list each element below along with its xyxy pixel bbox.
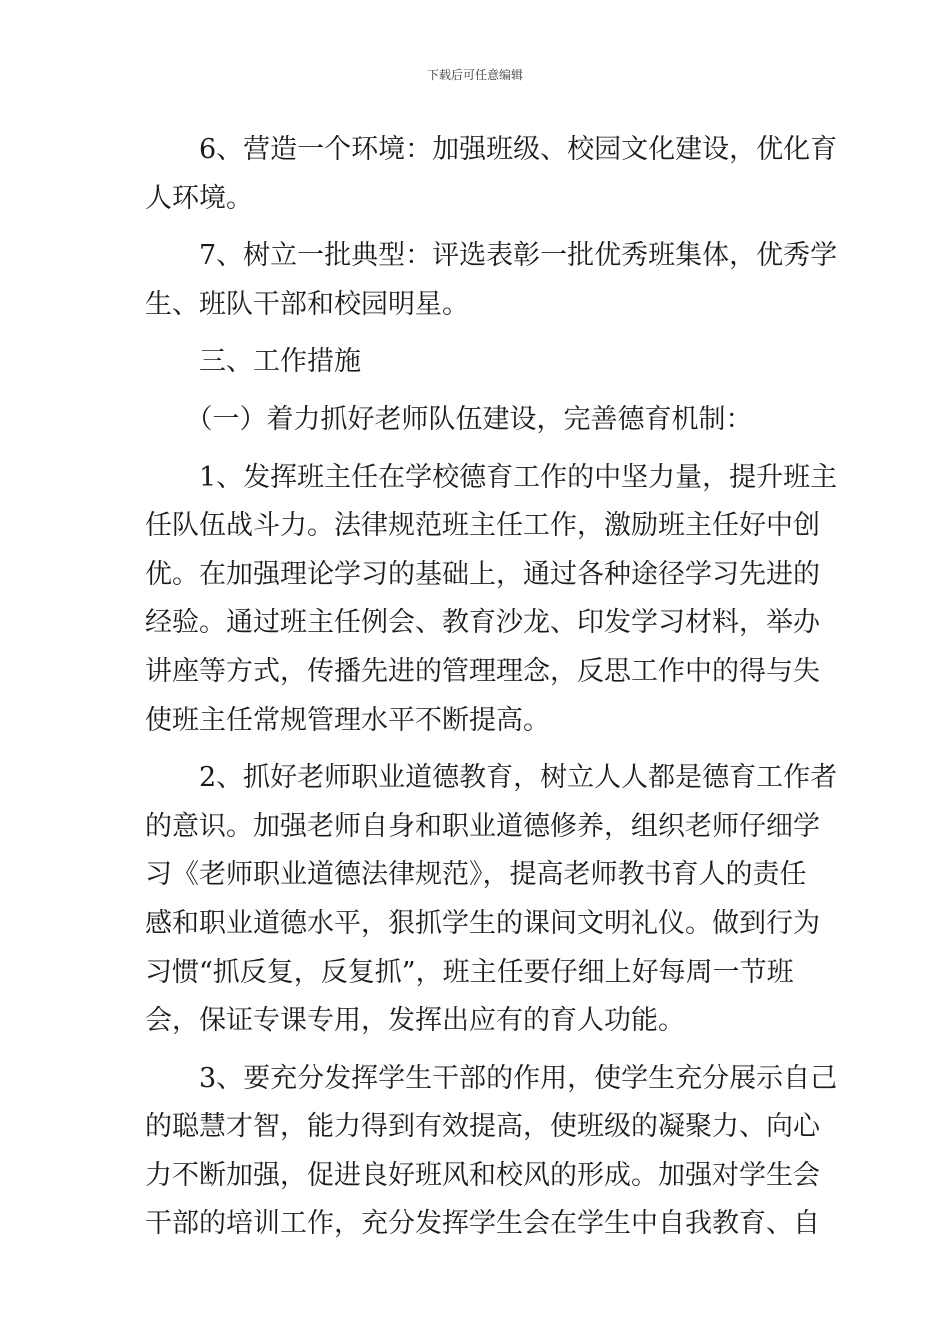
paragraph-gap [145,745,810,754]
paragraph [145,754,838,1046]
text-line: 优。在加强理论学习的基础上，通过各种途径学习先进的 [145,558,820,590]
text-line: 习《老师职业道德法律规范》，提高老师教书育人的责任 [145,859,807,891]
text-line: 1、发挥班主任在学校德育工作的中坚力量，提升班主 [145,461,838,493]
text-line: 讲座等方式，传播先进的管理理念，反思工作中的得与失 [145,655,820,687]
text-line: 经验。通过班主任例会、教育沙龙、印发学习材料，举办 [145,607,820,639]
paragraph [145,454,838,746]
text-line: 生、班队干部和校园明星。 [145,288,469,320]
text-line: 干部的培训工作，充分发挥学生会在学生中自我教育、自 [145,1208,820,1240]
text-line: 三、工作措施 [145,346,361,378]
text-line: 6、营造一个环境：加强班级、校园文化建设，优化育 [145,134,838,165]
paragraph [145,126,838,223]
paragraph-gap [145,1046,810,1055]
text-line: 2、抓好老师职业道德教育，树立人人都是德育工作者 [145,762,838,794]
paragraph [145,1055,838,1249]
text-line: 使班主任常规管理水平不断提高。 [145,704,550,736]
text-line: 3、要充分发挥学生干部的作用，使学生充分展示自己 [145,1062,838,1094]
text-line: （一）着力抓好老师队伍建设，完善德育机制： [145,403,753,435]
paragraph [145,232,838,329]
paragraph-gap [145,387,810,396]
text-line: 人环境。 [145,182,253,214]
text-line: 任队伍战斗力。法律规范班主任工作，激励班主任好中创 [145,510,820,542]
document-body [145,126,838,1249]
text-line: 的聪慧才智，能力得到有效提高，使班级的凝聚力、向心 [145,1111,820,1143]
paragraph-gap [145,329,810,338]
page-header: 下载后可任意编辑 [426,68,523,82]
text-line: 会，保证专课专用，发挥出应有的育人功能。 [145,1005,685,1037]
text-line: 感和职业道德水平，狠抓学生的课间文明礼仪。做到行为 [145,907,820,939]
text-line: 7、树立一批典型：评选表彰一批优秀班集体，优秀学 [145,240,838,272]
paragraph [145,396,810,445]
text-line: 力不断加强，促进良好班风和校风的形成。加强对学生会 [145,1159,820,1191]
paragraph-gap [145,223,810,232]
paragraph [145,338,810,387]
text-line: 的意识。加强老师自身和职业道德修养，组织老师仔细学 [145,810,820,842]
paragraph-gap [145,445,810,454]
text-line: 习惯“抓反复，反复抓”，班主任要仔细上好每周一节班 [145,956,794,988]
